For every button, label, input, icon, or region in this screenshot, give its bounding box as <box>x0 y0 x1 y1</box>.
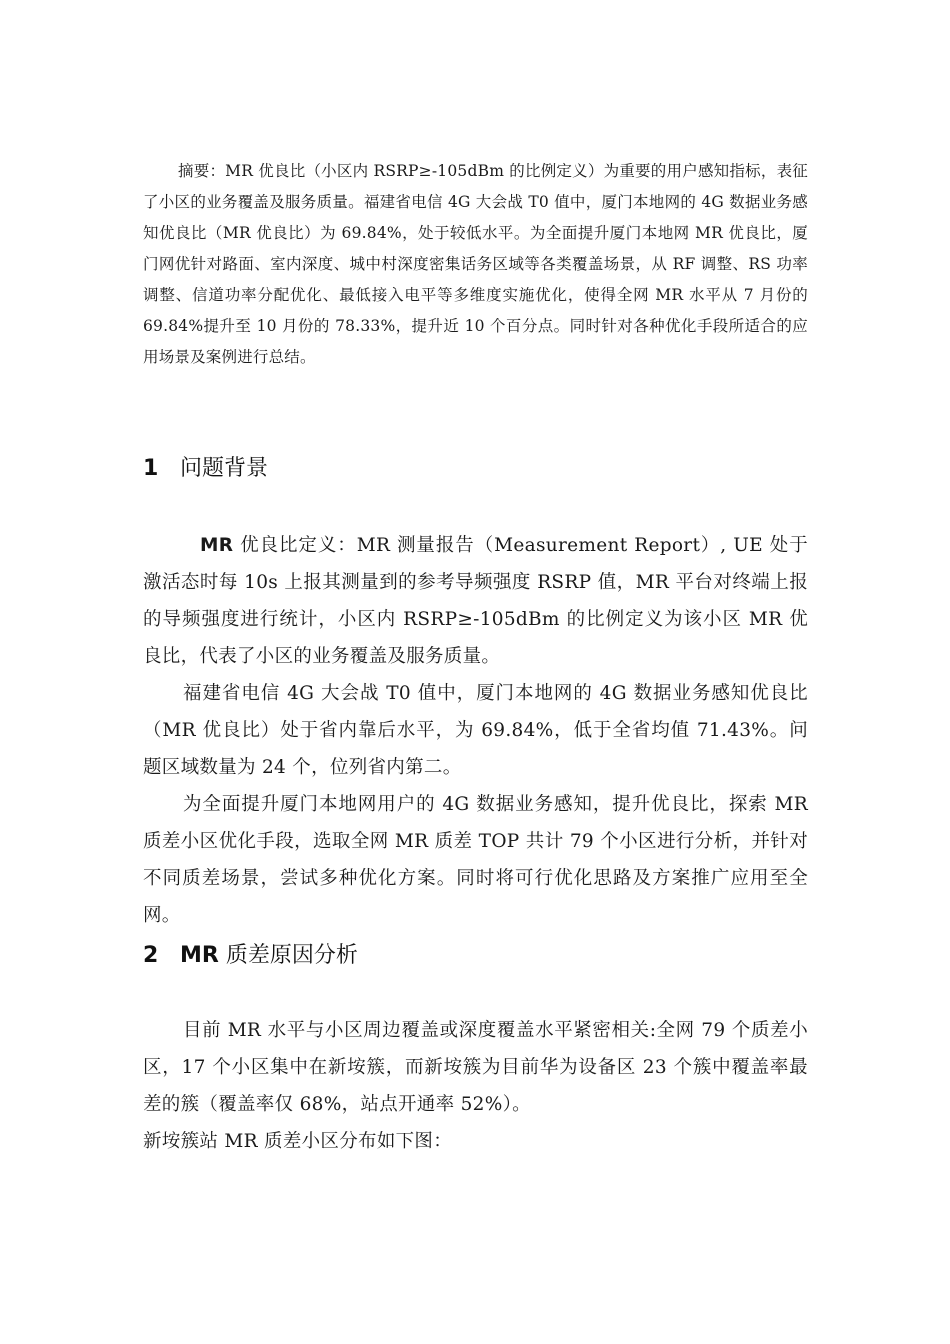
section-1-paragraph-1-text: 优良比定义：MR 测量报告（Measurement Report）, UE 处于激活态时每 10s 上报其测量到的参考导频强度 RSRP 值，MR 平台对终端上报的导频强度进行统计，小区内 RSRP≥-105dBm 的比例定义为该小区 MR 优良比，代表了小区的业务覆盖及服务质量。 <box>143 535 808 667</box>
section-2-title-mr: MR <box>180 943 219 968</box>
abstract-paragraph: 摘要：MR 优良比（小区内 RSRP≥-105dBm 的比例定义）为重要的用户感知指标，表征了小区的业务覆盖及服务质量。福建省电信 4G 大会战 T0 值中，厦门本地网的 4G 数据业务感知优良比（MR 优良比）为 69.84%，处于较低水平。为全面提升厦门本地网 MR 优良比，厦门网优针对路面、室内深度、城中村深度密集话务区域等各类覆盖场景，从 RF 调整、RS 功率调整、信道功率分配优化、最低接入电平等多维度实施优化，使得全网 MR 水平从 7 月份的 69.84%提升至 10 月份的 78.33%，提升近 10 个百分点。同时针对各种优化手段所适合的应用场景及案例进行总结。 <box>143 162 808 366</box>
mr-term: MR <box>200 535 234 556</box>
section-1-paragraph-1 <box>143 527 808 675</box>
section-2-number: 2 <box>143 943 159 968</box>
section-2-paragraph-2: 新垵簇站 MR 质差小区分布如下图： <box>143 1131 453 1152</box>
section-2-paragraph-1: 目前 MR 水平与小区周边覆盖或深度覆盖水平紧密相关:全网 79 个质差小区，17 个小区集中在新垵簇，而新垵簇为目前华为设备区 23 个簇中覆盖率最差的簇（覆盖率仅 68%，站点开通率 52%）。 <box>143 1020 808 1115</box>
section-1-heading <box>143 451 268 482</box>
section-1-number: 1 <box>143 456 159 481</box>
section-1-paragraph-2: 福建省电信 4G 大会战 T0 值中，厦门本地网的 4G 数据业务感知优良比（MR 优良比）处于省内靠后水平，为 69.84%，低于全省均值 71.43%。问题区域数量为 24 个，位列省内第二。 <box>143 683 808 778</box>
section-1-title: 问题背景 <box>180 456 269 481</box>
section-2-heading <box>143 938 358 969</box>
section-2-title: 质差原因分析 <box>218 943 358 968</box>
section-1-paragraph-3: 为全面提升厦门本地网用户的 4G 数据业务感知，提升优良比，探索 MR 质差小区优化手段，选取全网 MR 质差 TOP 共计 79 个小区进行分析，并针对不同质差场景，尝试多种优化方案。同时将可行优化思路及方案推广应用至全网。 <box>143 794 808 926</box>
